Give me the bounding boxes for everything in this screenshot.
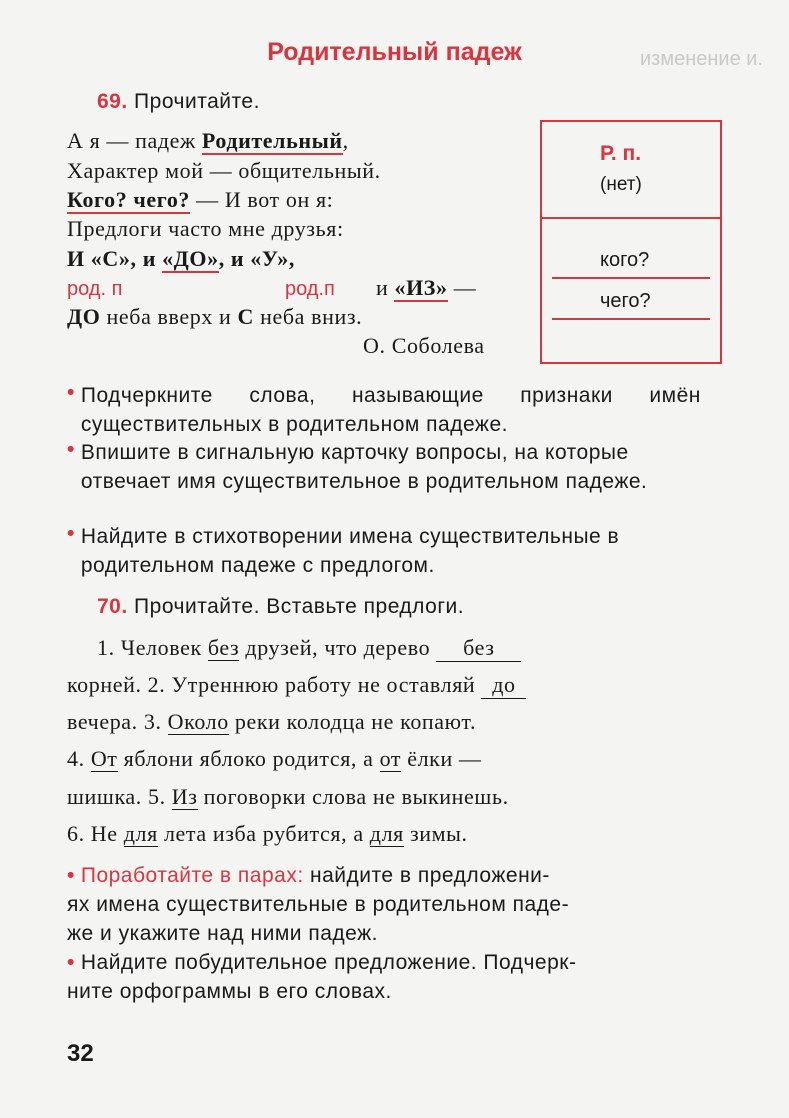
task-70-1-line-1: • Поработайте в парах: найдите в предложени- (67, 864, 550, 887)
page-title: Родительный падеж (267, 38, 522, 66)
filled-preposition: для (369, 821, 404, 846)
exercise-instruction: Прочитайте. Вставьте предлоги. (134, 595, 465, 618)
underlined-word: Родительный (201, 128, 343, 153)
handwritten-note-2: род.п (285, 278, 335, 300)
poem-line-1: А я — падеж Родительный, (67, 128, 349, 153)
underlined-preposition: «ИЗ» (394, 275, 448, 300)
task-69-2: • Впишите в сигнальную карточку вопросы, на которые отвечает имя существительное в родительном падеже. (67, 438, 648, 493)
filled-preposition: От (90, 746, 118, 771)
filled-preposition: от (379, 746, 402, 771)
ex70-line-5: шишка. 5. Из поговорки слова не выкинешь. (67, 784, 509, 809)
page-number: 32 (67, 1040, 94, 1067)
underlined-question: Кого? чего? (67, 187, 191, 212)
filled-preposition: Из (171, 784, 198, 809)
filled-preposition: без (207, 635, 240, 660)
exercise-instruction: Прочитайте. (134, 90, 260, 113)
task-69-1: • Подчеркните слова, называющие признаки имён существительных в родительном падеже. (67, 381, 701, 436)
filled-preposition: без (436, 635, 521, 662)
poem-line-7: ДО неба вверх и С неба вниз. (67, 304, 363, 329)
pair-work-label: Поработайте в парах: (80, 864, 304, 887)
task-70-2-line-1: • Найдите побудительное предложение. Подчерк- (67, 951, 577, 974)
ex69-header (97, 90, 260, 114)
poem-author: О. Соболева (363, 333, 485, 358)
task-69-3: • Найдите в стихотворении имена существительные в родительном падеже с предлогом. (67, 522, 620, 577)
filled-preposition: Около (167, 709, 229, 734)
ex70-line-2: корней. 2. Утреннюю работу не оставляй до (67, 672, 526, 699)
filled-preposition: до (481, 672, 526, 699)
case-question: (нет) (600, 174, 642, 195)
poem-line-2: Характер мой — общительный. (67, 158, 381, 183)
card-line (552, 318, 710, 320)
task-70-2-line-2: ните орфограммы в его словах. (67, 980, 392, 1003)
poem-line-5: И «С», и «ДО», и «У», (67, 246, 295, 271)
card-divider (542, 217, 720, 219)
handwritten-note-1: род. п (67, 278, 123, 300)
ex70-line-6: 6. Не для лета изба рубится, а для зимы. (67, 821, 468, 846)
ex70-header (97, 595, 464, 619)
ex70-line-1: 1. Человек без друзей, что дерево без (97, 635, 521, 662)
task-70-1-line-2: ях имена существительные в родительном паде- (67, 893, 570, 916)
ex70-line-3: вечера. 3. Около реки колодца не копают. (67, 709, 477, 734)
filled-preposition: для (123, 821, 158, 846)
case-abbreviation: Р. п. (600, 142, 642, 165)
underlined-preposition: «ДО» (162, 246, 219, 271)
card-line (552, 277, 710, 279)
ex70-line-4: 4. От яблони яблоко родится, а от ёлки — (67, 746, 482, 771)
card-answer-2: чего? (600, 290, 651, 312)
poem-line-3: Кого? чего? — И вот он я: (67, 187, 334, 212)
signal-card (540, 120, 722, 364)
poem-line-6: и «ИЗ» — (376, 275, 477, 300)
task-70-1-line-3: же и укажите над ними падеж. (67, 922, 378, 945)
poem-line-4: Предлоги часто мне друзья: (67, 216, 344, 241)
exercise-number: 70. (97, 595, 128, 618)
card-answer-1: кого? (600, 249, 650, 271)
bleed-through: изменение и. (640, 48, 764, 70)
exercise-number: 69. (97, 90, 128, 113)
